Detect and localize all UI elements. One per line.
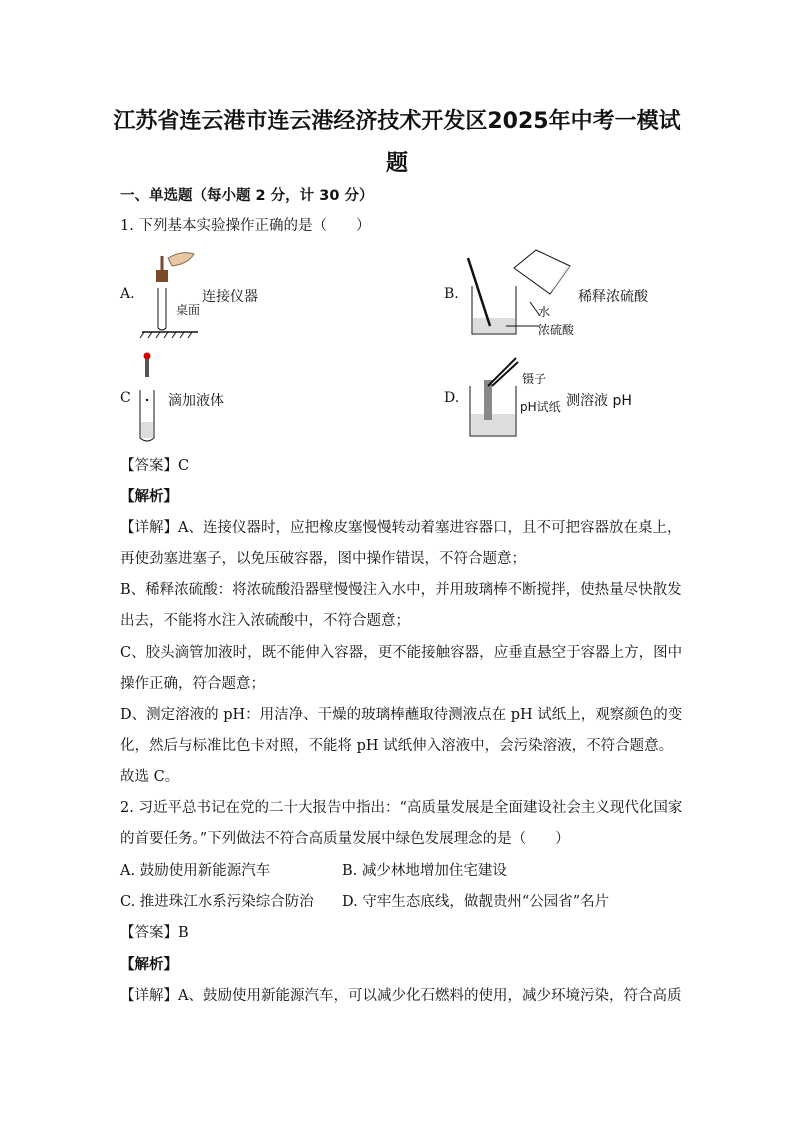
- q2-option-c: C. 推进珠江水系污染综合防治: [120, 894, 314, 910]
- explanation-line: D、测定溶液的 pH：用洁净、干燥的玻璃棒蘸取待测液点在 pH 试纸上，观察颜色的变: [120, 707, 683, 723]
- question-2-stem: 2. 习近平总书记在党的二十大报告中指出：“高质量发展是全面建设社会主义现代化国家: [120, 800, 683, 816]
- option-d-letter: D.: [444, 390, 460, 406]
- q2-option-a: A. 鼓励使用新能源汽车: [120, 863, 271, 879]
- ph-paper-label: pH试纸: [520, 400, 561, 414]
- explanation-line: 再使劲塞进塞子，以免压破容器，图中操作错误，不符合题意；: [120, 551, 526, 567]
- analysis-heading-1: 【解析】: [120, 489, 178, 505]
- tweezers-label: 镊子: [522, 372, 547, 386]
- section-heading: 一、单选题（每小题 2 分，计 30 分）: [120, 188, 374, 204]
- question-2-stem-continued: 的首要任务。”下列做法不符合高质量发展中绿色发展理念的是（ ）: [120, 831, 570, 847]
- option-c-letter: C: [120, 390, 131, 406]
- desk-label: 桌面: [176, 303, 201, 317]
- connect-apparatus-figure: [138, 248, 200, 338]
- add-liquid-figure: [138, 352, 160, 444]
- answer-1: 【答案】C: [120, 458, 190, 474]
- analysis-heading-2: 【解析】: [120, 957, 178, 973]
- q2-option-d: D. 守牢生态底线，做靓贵州“公园省”名片: [342, 894, 610, 910]
- option-c-text: 滴加液体: [168, 393, 224, 409]
- option-b-letter: B.: [444, 286, 459, 302]
- page-title: 江苏省连云港市连云港经济技术开发区2025年中考一模试: [113, 109, 681, 134]
- option-a-text: 连接仪器: [202, 289, 258, 305]
- measure-ph-figure: [466, 356, 528, 440]
- question-1-stem: 1. 下列基本实验操作正确的是（ ）: [120, 218, 371, 234]
- explanation-line: C、胶头滴管加液时，既不能伸入容器，更不能接触容器，应垂直悬空于容器上方，图中: [120, 645, 683, 661]
- answer-2: 【答案】B: [120, 925, 189, 941]
- explanation-line: 【详解】A、鼓励使用新能源汽车，可以减少化石燃料的使用，减少环境污染，符合高质: [120, 988, 682, 1004]
- explanation-line: 操作正确，符合题意；: [120, 676, 265, 692]
- option-d-text: 测溶液 pH: [566, 393, 632, 409]
- q2-option-b: B. 减少林地增加住宅建设: [342, 863, 507, 879]
- explanation-line: 故选 C。: [120, 769, 180, 785]
- explanation-line: 出去，不能将水注入浓硫酸中，不符合题意；: [120, 613, 410, 629]
- explanation-line: 【详解】A、连接仪器时，应把橡皮塞慢慢转动着塞进容器口，且不可把容器放在桌上，: [120, 520, 682, 536]
- explanation-line: 化，然后与标准比色卡对照，不能将 pH 试纸伸入溶液中，会污染溶液，不符合题意。: [120, 738, 674, 754]
- option-a-letter: A.: [120, 286, 135, 302]
- concentrated-acid-label: 浓硫酸: [538, 323, 575, 337]
- explanation-line: B、稀释浓硫酸：将浓硫酸沿器壁慢慢注入水中，并用玻璃棒不断搅拌，使热量尽快散发: [120, 582, 682, 598]
- water-label: 水: [538, 305, 551, 319]
- option-b-text: 稀释浓硫酸: [578, 289, 648, 305]
- page-title-continued: 题: [385, 151, 408, 176]
